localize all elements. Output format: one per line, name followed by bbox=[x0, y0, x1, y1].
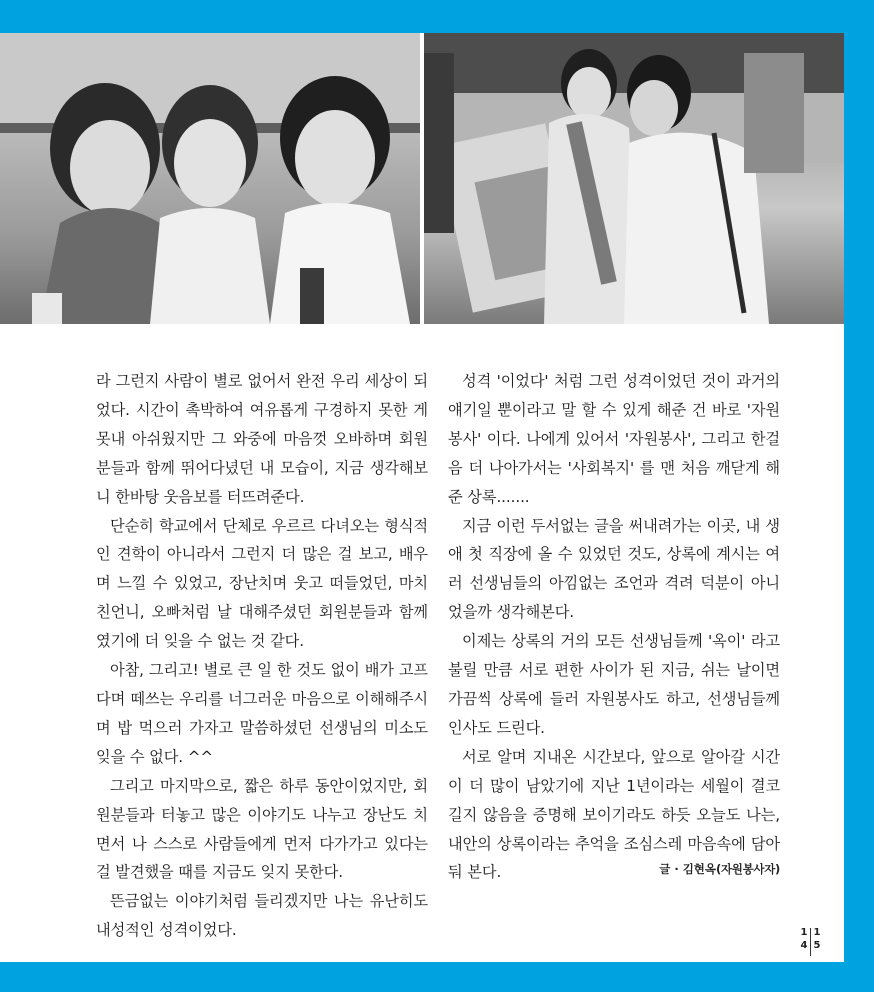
author-name: 김현옥 bbox=[682, 862, 717, 876]
article-left-column bbox=[96, 367, 428, 945]
page-number-right: 1 5 bbox=[813, 927, 821, 951]
right-accent-band bbox=[844, 0, 874, 992]
byline-prefix: 글 · bbox=[659, 862, 683, 876]
paragraph: 지금 이런 두서없는 글을 써내려가는 이곳, 내 생애 첫 직장에 올 수 있었던 것도, 상록에 계시는 여러 선생님들의 아낌없는 조언과 격려 덕분이 아니었을까 생각해본다. bbox=[448, 516, 780, 622]
author-byline bbox=[448, 861, 780, 877]
top-accent-band bbox=[0, 0, 874, 33]
paragraph: 라 그런지 사람이 별로 없어서 완전 우리 세상이 되었다. 시간이 촉박하여 여유롭게 구경하지 못한 게 못내 아쉬웠지만 그 와중에 마음껏 오바하며 회원분들과 함께 뛰어다녔던 내 모습이, 지금 생각해보니 한바탕 웃음보를 터뜨려준다. bbox=[96, 372, 428, 506]
paragraph: 아참, 그리고! 별로 큰 일 한 것도 없이 배가 고프다며 떼쓰는 우리를 너그러운 마음으로 이해해주시며 밥 먹으러 가자고 말씀하셨던 선생님의 미소도 잊을 수 없다. ^^ bbox=[96, 661, 428, 766]
folio-divider bbox=[810, 928, 811, 956]
paragraph: 뜬금없는 이야기처럼 들리겠지만 나는 유난히도 내성적인 성격이었다. bbox=[96, 892, 428, 940]
photo-volunteers-booth bbox=[424, 33, 844, 324]
paragraph: 단순히 학교에서 단체로 우르르 다녀오는 형식적인 견학이 아니라서 그런지 더 많은 걸 보고, 배우며 느낄 수 있었고, 장난치며 웃고 떠들었던, 마치 친언니, 오빠처럼 날 대해주셨던 회원분들과 함께였기에 더 잊을 수 없는 것 같다. bbox=[96, 516, 428, 651]
author-role: (자원봉사자) bbox=[716, 862, 780, 876]
paragraph: 이제는 상록의 거의 모든 선생님들께 '옥이' 라고 불릴 만큼 서로 편한 사이가 된 지금, 쉬는 날이면 가끔씩 상록에 들러 자원봉사도 하고, 선생님들께 인사도 드린다. bbox=[448, 632, 780, 737]
paragraph: 서로 알며 지내온 시간보다, 앞으로 알아갈 시간이 더 많이 남았기에 지난 1년이라는 세월이 결코 길지 않음을 증명해 보이기라도 하듯 오늘도 나는, 내안의 상록이라는 추억을 조심스레 마음속에 담아둬 본다. bbox=[448, 747, 780, 882]
paragraph: 그리고 마지막으로, 짧은 하루 동안이었지만, 회원분들과 터놓고 많은 이야기도 나누고 장난도 치면서 나 스스로 사람들에게 먼저 다가가고 있다는 걸 발견했을 때를 지금도 잊지 못한다. bbox=[96, 776, 428, 882]
bottom-accent-band bbox=[0, 962, 874, 992]
page-number-left: 1 4 bbox=[800, 927, 808, 951]
paragraph: 성격 '이었다' 처럼 그런 성격이었던 것이 과거의 얘기일 뿐이라고 말 할 수 있게 해준 건 바로 '자원봉사' 이다. 나에게 있어서 '자원봉사', 그리고 한걸음 더 나아가서는 '사회복지' 를 맨 처음 깨닫게 해준 상록....... bbox=[448, 372, 780, 506]
photo-three-girls bbox=[0, 33, 420, 324]
article-right-column bbox=[448, 367, 780, 887]
